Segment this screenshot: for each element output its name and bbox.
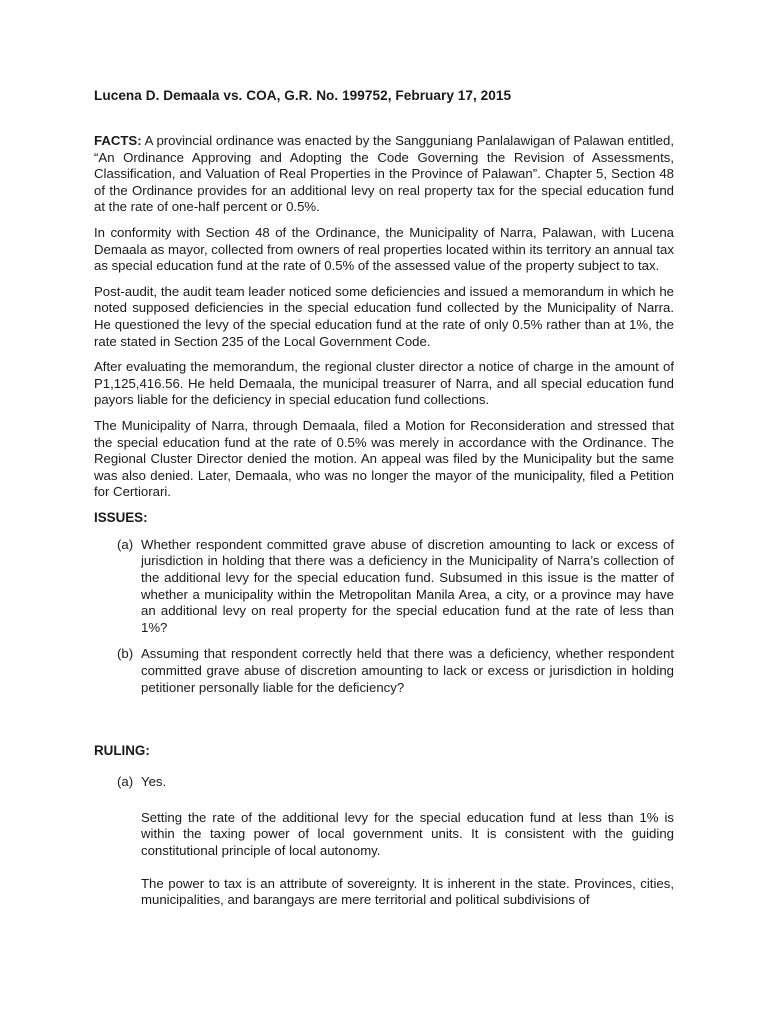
ruling-paragraph-1: Setting the rate of the additional levy for the special education fund at less than 1% is within the taxing power of local government units. It is consistent with the guiding constitutional principle of local autonomy. bbox=[141, 809, 674, 858]
facts-paragraph-2: In conformity with Section 48 of the Ordinance, the Municipality of Narra, Palawan, with Lucena Demaala as mayor, collected from owners of real properties located within its territory an annual tax as special education fund at the rate of 0.5% of the assessed value of the property subject to tax. bbox=[94, 224, 674, 274]
facts-text-1: A provincial ordinance was enacted by the Sangguniang Panlalawigan of Palawan entitled, “An Ordinance Approving and Adopting the Code Governing the Revision of Assessments, Classification, and Valuation of Real Properties in the Province of Palawan”. Chapter 5, Section 48 of the Ordinance provides for an additional levy on real property tax for the special education fund at the rate of one-half percent or 0.5%. bbox=[94, 133, 674, 215]
facts-paragraph-3: Post-audit, the audit team leader noticed some deficiencies and issued a memorandum in which he noted supposed deficiencies in the special education fund collected by the Municipality of Narra. He questioned the levy of the special education fund at the rate of only 0.5% rather than at 1%, the rate stated in Section 235 of the Local Government Code. bbox=[94, 283, 674, 349]
issue-text: Assuming that respondent correctly held that there was a deficiency, whether respondent committed grave abuse of discretion amounting to lack or excess or jurisdiction in holding petitioner personally liable for the deficiency? bbox=[141, 646, 674, 695]
ruling-heading: RULING: bbox=[94, 743, 150, 759]
facts-label: FACTS: bbox=[94, 133, 142, 148]
ruling-paragraph-2: The power to tax is an attribute of sovereignty. It is inherent in the state. Provinces, cities, municipalities, and barangays are mere territorial and political subdivisions of bbox=[141, 875, 674, 908]
issue-text: Whether respondent committed grave abuse of discretion amounting to lack or excess of jurisdiction in holding that there was a deficiency in the Municipality of Narra’s collection of the additional levy for the special education fund. Subsumed in this issue is the matter of whether a municipality within the Metropolitan Manila Area, a city, or a province may have an additional levy on real property for the special education fund at the rate of less than 1%? bbox=[141, 536, 674, 635]
issue-marker: (a) bbox=[117, 536, 134, 552]
facts-paragraph-1 bbox=[94, 133, 674, 216]
issues-heading: ISSUES: bbox=[94, 509, 148, 525]
facts-paragraph-5: The Municipality of Narra, through Demaala, filed a Motion for Reconsideration and stressed that the special education fund at the rate of 0.5% was merely in accordance with the Ordinance. The Regional Cluster Director denied the motion. An appeal was filed by the Municipality but the same was also denied. Later, Demaala, who was no longer the mayor of the municipality, filed a Petition for Certiorari. bbox=[94, 417, 674, 500]
ruling-answer: Yes. bbox=[141, 774, 167, 790]
issue-item-b bbox=[117, 646, 674, 696]
case-title: Lucena D. Demaala vs. COA, G.R. No. 199752, February 17, 2015 bbox=[94, 88, 512, 103]
facts-paragraph-4: After evaluating the memorandum, the regional cluster director a notice of charge in the amount of P1,125,416.56. He held Demaala, the municipal treasurer of Narra, and all special education fund payors liable for the deficiency in special education fund collections. bbox=[94, 359, 674, 408]
ruling-marker: (a) bbox=[117, 774, 134, 790]
issue-item-a bbox=[117, 537, 674, 637]
issue-marker: (b) bbox=[117, 646, 134, 662]
ruling-item-a bbox=[117, 774, 674, 791]
